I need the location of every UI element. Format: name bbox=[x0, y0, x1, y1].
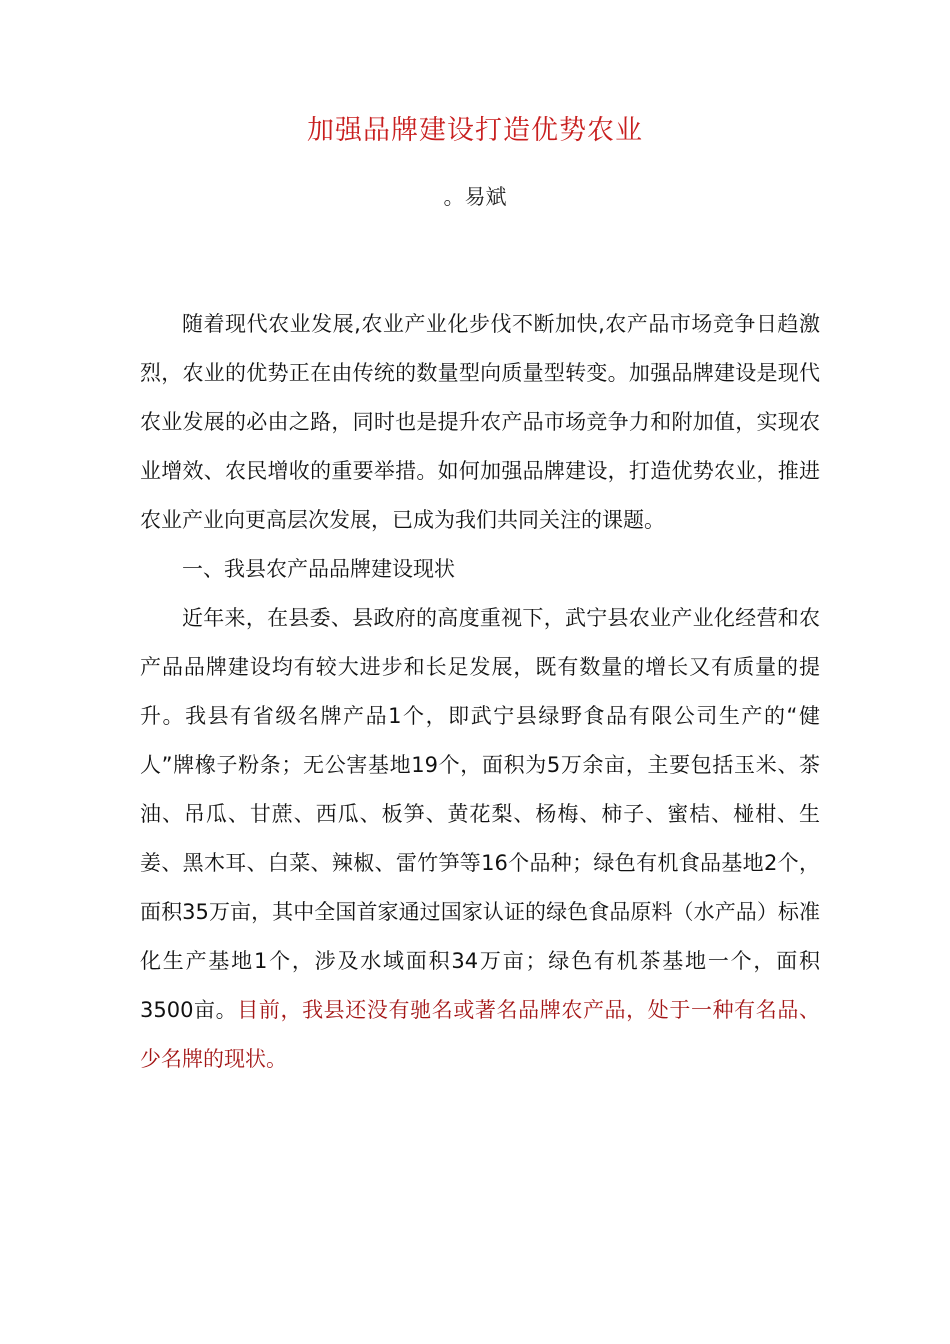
section-heading: 一、我县农产品品牌建设现状 bbox=[182, 557, 455, 581]
section-paragraph bbox=[140, 594, 820, 1084]
author-line: 。易斌 bbox=[443, 185, 507, 209]
highlight-text: 目前，我县还没有驰名或著名品牌农产品，处于一种有名品、少名牌的现状。 bbox=[140, 998, 820, 1071]
section-body-text: 近年来，在县委、县政府的高度重视下，武宁县农业产业化经营和农产品品牌建设均有较大进步和长足发展，既有数量的增长又有质量的提升。我县有省级名牌产品1个，即武宁县绿野食品有限公司生产的“健人”牌橡子粉条；无公害基地19个，面积为5万余亩，主要包括玉米、茶油、吊瓜、甘蔗、西瓜、板笋、黄花梨、杨梅、柿子、蜜桔、椪柑、生姜、黑木耳、白菜、辣椒、雷竹笋等16个品种；绿色有机食品基地2个，面积35万亩，其中全国首家通过国家认证的绿色食品原料（水产品）标准化生产基地1个，涉及水域面积34万亩；绿色有机茶基地一个，面积3500亩。 bbox=[140, 606, 820, 1022]
intro-paragraph: 随着现代农业发展,农业产业化步伐不断加快,农产品市场竞争日趋激烈，农业的优势正在由传统的数量型向质量型转变。加强品牌建设是现代农业发展的必由之路，同时也是提升农产品市场竞争力和附加值，实现农业增效、农民增收的重要举措。如何加强品牌建设，打造优势农业，推进农业产业向更高层次发展，已成为我们共同关注的课题。 bbox=[140, 312, 820, 532]
document-body bbox=[140, 300, 820, 1084]
document-title: 加强品牌建设打造优势农业 bbox=[307, 115, 643, 146]
